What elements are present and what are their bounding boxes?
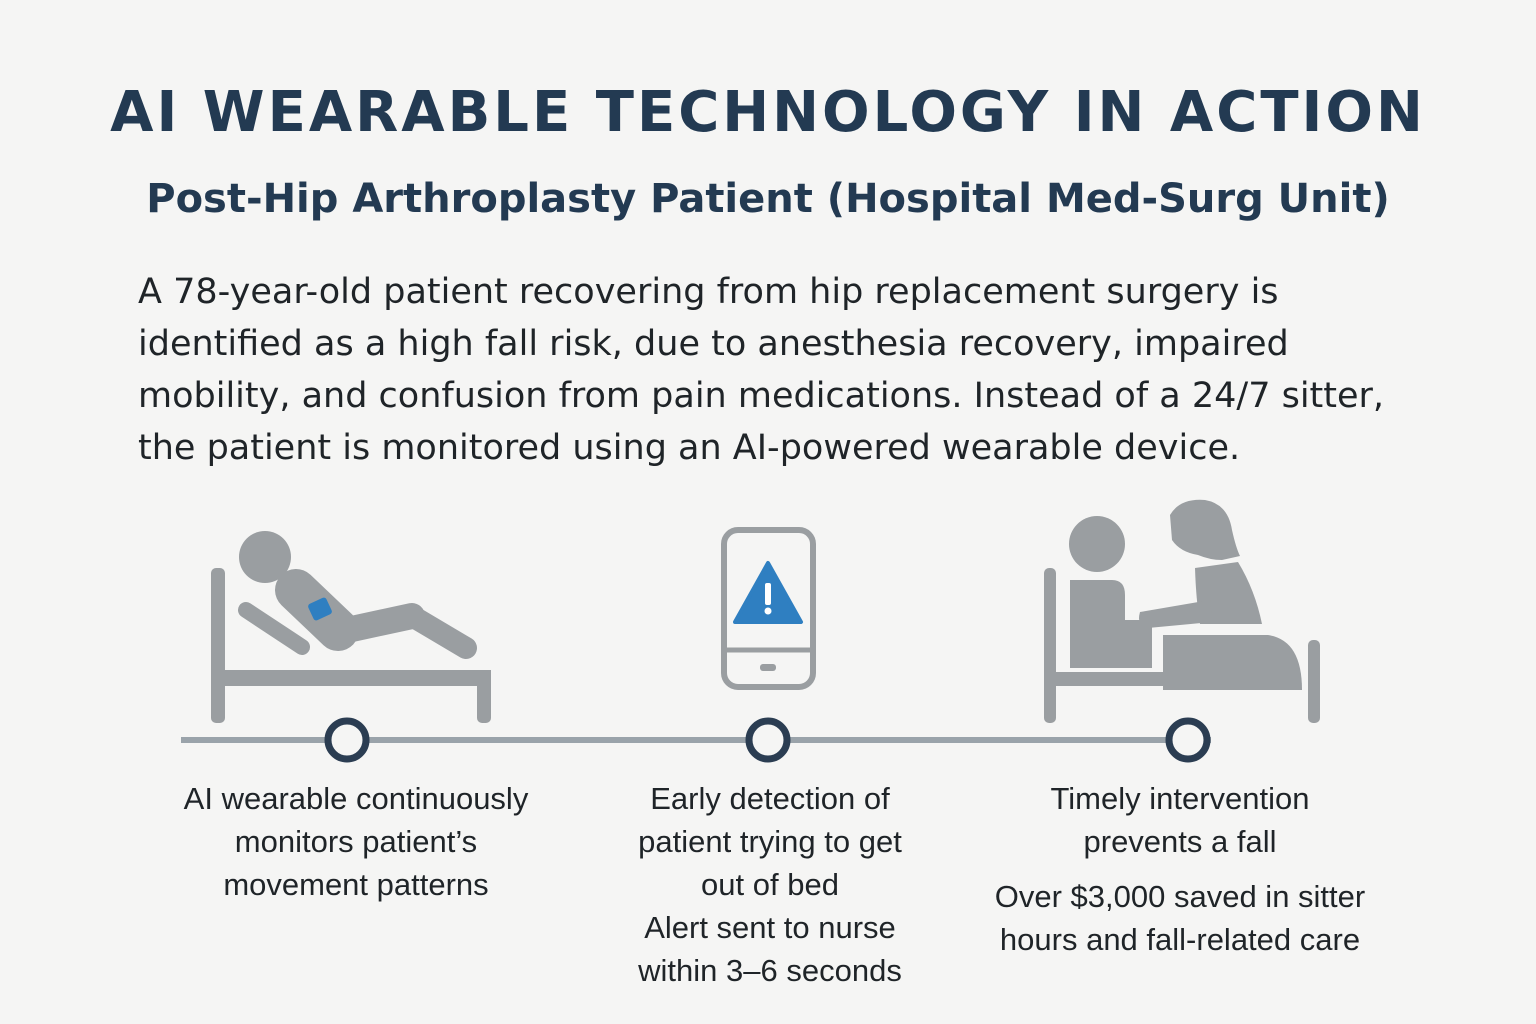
timeline-node <box>749 721 787 759</box>
savings-line: hours and fall-related care <box>999 922 1361 957</box>
page-subtitle: Post-Hip Arthroplasty Patient (Hospital Med-Surg Unit) <box>146 176 1390 222</box>
step-caption-intervention <box>980 777 1380 961</box>
caption-line: within 3–6 seconds <box>638 953 902 988</box>
caption-line: Alert sent to nurse <box>644 910 896 945</box>
timeline-node <box>328 721 366 759</box>
step-caption-monitoring <box>156 777 556 906</box>
caption-line: prevents a fall <box>1083 824 1277 859</box>
caption-line: monitors patient’s <box>234 824 478 859</box>
intro-line: identified as a high fall risk, due to anesthesia recovery, impaired <box>138 324 1289 364</box>
timeline-node <box>1169 721 1207 759</box>
caption-line: out of bed <box>701 867 839 902</box>
intro-line: the patient is monitored using an AI-powered wearable device. <box>138 428 1241 468</box>
patient-in-bed-with-wearable-icon <box>211 531 491 723</box>
savings-line: Over $3,000 saved in sitter <box>994 879 1366 914</box>
step-caption-detection <box>570 777 970 992</box>
caption-line: movement patterns <box>223 867 489 902</box>
caption-line: AI wearable continuously <box>183 781 529 816</box>
intro-line: A 78-year-old patient recovering from hip replacement surgery is <box>138 272 1279 312</box>
smartphone-alert-icon <box>724 530 813 687</box>
intro-line: mobility, and confusion from pain medications. Instead of a 24/7 sitter, <box>138 376 1385 416</box>
nurse-assisting-patient-icon <box>1044 500 1320 723</box>
caption-line: patient trying to get <box>638 824 902 859</box>
caption-line: Early detection of <box>650 781 890 816</box>
page-title: AI WEARABLE TECHNOLOGY IN ACTION <box>110 80 1426 145</box>
caption-line: Timely intervention <box>1050 781 1310 816</box>
